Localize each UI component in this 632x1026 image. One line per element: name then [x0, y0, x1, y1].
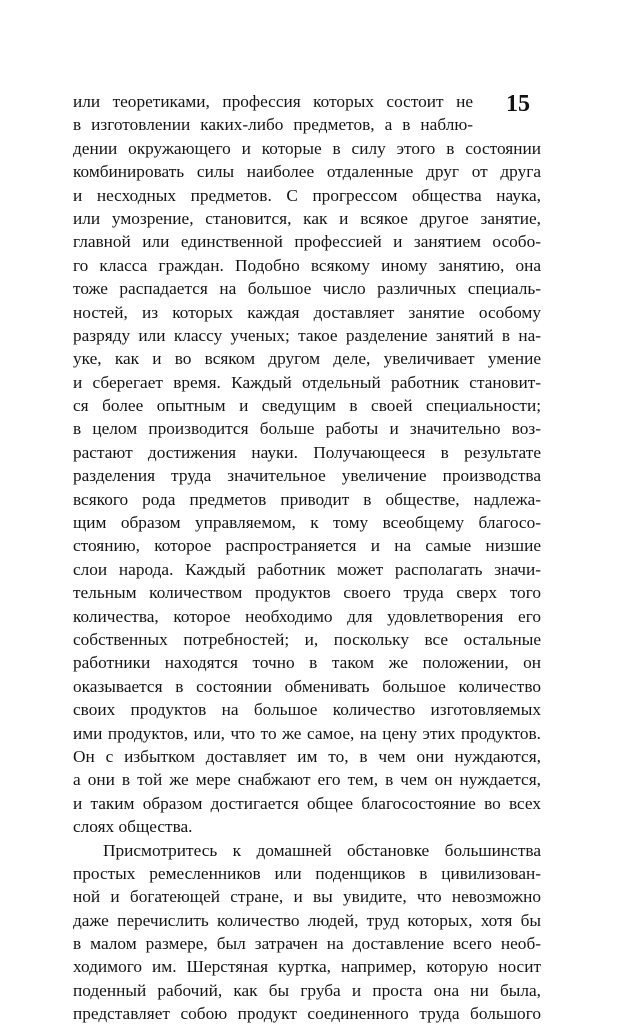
text-line: простых ремесленников или поденщиков в цивилизован-	[73, 863, 541, 883]
text-line: растают достижения науки. Получающееся в результате	[73, 442, 541, 462]
text-line: даже перечислить количество людей, труд которых, хотя бы	[73, 910, 541, 930]
body-text	[73, 90, 541, 1026]
text-line: ностей, из которых каждая доставляет занятие особому	[73, 302, 541, 322]
text-line: и сберегает время. Каждый отдельный работник становит-	[73, 372, 541, 392]
text-line: представляет собою продукт соединенного труда большого	[73, 1004, 541, 1024]
text-line: работники находятся точно в таком же положении, он	[73, 653, 541, 673]
page-number: 15	[506, 91, 530, 117]
text-line: стоянию, которое распространяется и на самые низшие	[73, 536, 541, 556]
text-line: го класса граждан. Подобно всякому иному занятию, она	[73, 255, 541, 275]
text-line: в изготовлении каких-либо предметов, а в наблю-	[73, 115, 473, 135]
text-line: или теоретиками, профессия которых состоит не	[73, 92, 473, 111]
text-line: дении окружающего и которые в силу этого в состоянии	[73, 138, 541, 158]
text-line: слоях общества.	[73, 817, 193, 837]
text-line: ими продуктов, или, что то же самое, на цену этих продуктов.	[73, 723, 541, 743]
text-line: тельным количеством продуктов своего труда сверх того	[73, 583, 541, 603]
text-line: оказывается в состоянии обменивать большое количество	[73, 676, 541, 696]
text-line: или умозрение, становится, как и всякое другое занятие,	[73, 208, 541, 228]
text-line: собственных потребностей; и, поскольку все остальные	[73, 629, 541, 649]
text-line: в целом производится больше работы и значительно воз-	[73, 419, 541, 439]
text-line: поденный рабочий, как бы груба и проста она ни была,	[73, 980, 541, 1000]
text-line: ходимого им. Шерстяная куртка, например, которую носит	[73, 957, 541, 977]
text-line: Он с избытком доставляет им то, в чем они нуждаются,	[73, 746, 541, 766]
text-line: Присмотритесь к домашней обстановке большинства	[103, 840, 541, 860]
text-line: ной и богатеющей стране, и вы увидите, что невозможно	[73, 887, 541, 907]
text-line: главной или единственной профессией и занятием особо-	[73, 232, 541, 252]
text-line: всякого рода предметов приводит в обществе, надлежа-	[73, 489, 541, 509]
text-line: и таким образом достигается общее благосостояние во всех	[73, 793, 541, 813]
text-line: своих продуктов на большое количество изготовляемых	[73, 700, 541, 720]
text-line: уке, как и во всяком другом деле, увеличивает умение	[73, 349, 541, 369]
text-line: ся более опытным и сведущим в своей специальности;	[73, 396, 541, 416]
text-line: в малом размере, был затрачен на доставление всего необ-	[73, 934, 541, 954]
text-line: а они в той же мере снабжают его тем, в чем он нуждается,	[73, 770, 541, 790]
text-line: и несходных предметов. С прогрессом общества наука,	[73, 185, 541, 205]
text-line: тоже распадается на большое число различных специаль-	[73, 279, 541, 299]
text-line: разделения труда значительное увеличение производства	[73, 466, 541, 486]
text-line: разряду или классу ученых; такое разделение занятий в на-	[73, 325, 541, 345]
text-line: комбинировать силы наиболее отдаленные друг от друга	[73, 162, 541, 182]
text-line: количества, которое необходимо для удовлетворения его	[73, 606, 541, 626]
text-line: щим образом управляемом, к тому всеобщему благосо-	[73, 513, 541, 533]
text-line: слои народа. Каждый работник может располагать значи-	[73, 559, 541, 579]
